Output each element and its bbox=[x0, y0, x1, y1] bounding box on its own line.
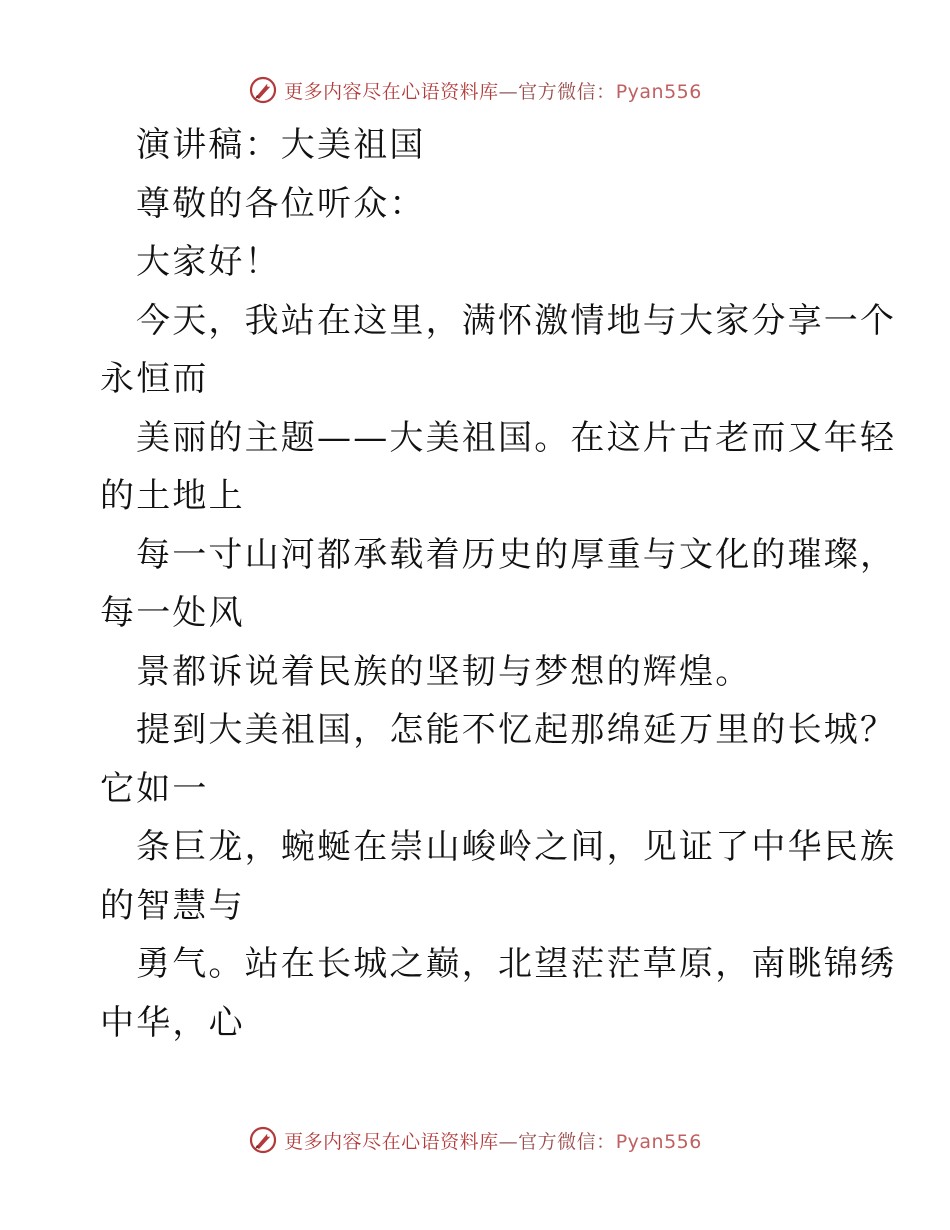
banner-separator: — bbox=[498, 80, 519, 103]
text-line: 每一处风 bbox=[100, 593, 245, 633]
banner-wechat-label: 官方微信： bbox=[518, 1130, 616, 1153]
header-banner bbox=[0, 70, 950, 110]
text-line: 尊敬的各位听众： bbox=[136, 183, 426, 224]
text-line: 的智慧与 bbox=[100, 885, 245, 926]
banner-main-text: 更多内容尽在心语资料库 bbox=[284, 1130, 499, 1153]
text-line: 条巨龙，蜿蜒在崇山峻岭之间，见证了中华民族 bbox=[136, 827, 897, 867]
banner-main-text: 更多内容尽在心语资料库 bbox=[284, 80, 499, 103]
banner-text bbox=[284, 77, 702, 104]
text-line: 大家好！ bbox=[136, 242, 281, 282]
banner-wechat-id: Pyan556 bbox=[615, 80, 702, 103]
pen-nib-icon bbox=[248, 75, 278, 105]
text-line: 景都诉说着民族的坚韧与梦想的辉煌。 bbox=[136, 651, 752, 692]
text-line: 勇气。站在长城之巅，北望茫茫草原，南眺锦绣 bbox=[136, 944, 897, 984]
banner-wechat-id: Pyan556 bbox=[615, 1130, 702, 1153]
pen-nib-icon bbox=[248, 1125, 278, 1155]
text-line: 提到大美祖国，怎能不忆起那绵延万里的长城？ bbox=[136, 710, 897, 750]
text-line: 演讲稿：大美祖国 bbox=[136, 125, 426, 165]
text-line: 今天，我站在这里，满怀激情地与大家分享一个 bbox=[136, 300, 897, 341]
footer-banner bbox=[0, 1120, 950, 1160]
document-body bbox=[100, 116, 897, 1052]
banner-text bbox=[284, 1127, 702, 1154]
text-line: 永恒而 bbox=[100, 359, 209, 399]
text-line: 中华，心 bbox=[100, 1002, 245, 1043]
text-line: 的土地上 bbox=[100, 476, 245, 516]
banner-separator: — bbox=[498, 1130, 519, 1153]
text-line: 美丽的主题——大美祖国。在这片古老而又年轻 bbox=[136, 417, 897, 458]
banner-wechat-label: 官方微信： bbox=[518, 80, 616, 103]
text-line: 它如一 bbox=[100, 768, 209, 809]
text-line: 每一寸山河都承载着历史的厚重与文化的璀璨， bbox=[136, 534, 897, 575]
